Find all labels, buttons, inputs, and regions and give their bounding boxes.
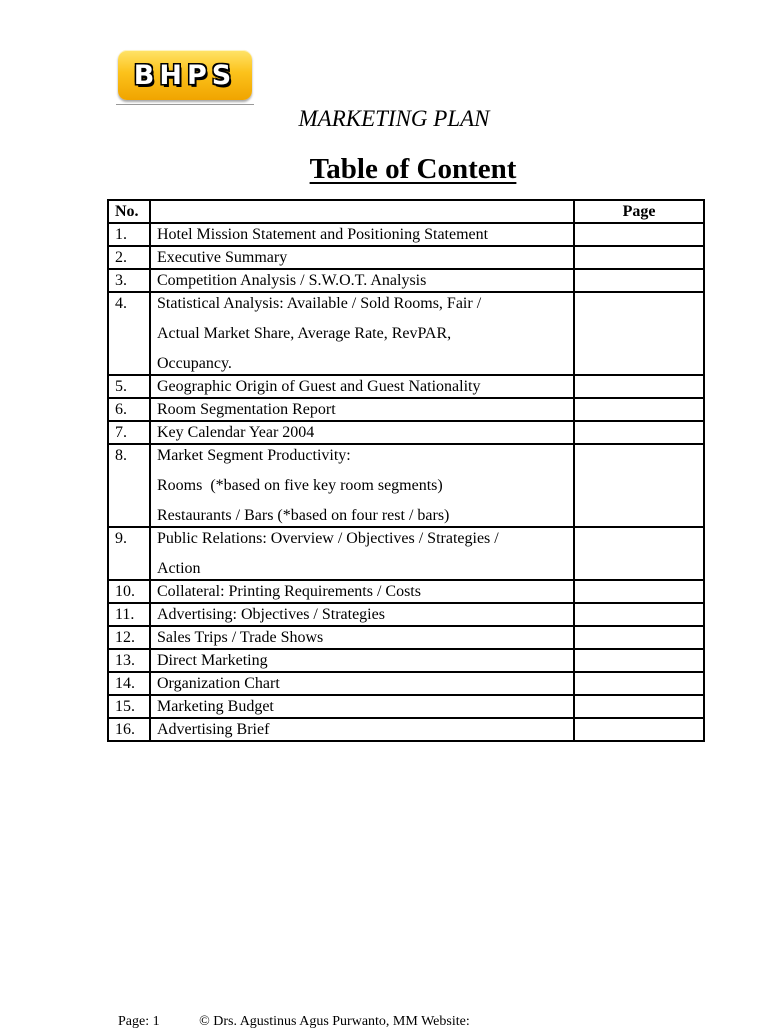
table-row xyxy=(108,269,704,292)
row-number: 3. xyxy=(108,269,150,292)
row-topic: Geographic Origin of Guest and Guest Nationality xyxy=(150,375,574,398)
row-topic xyxy=(150,444,574,527)
row-topic: Sales Trips / Trade Shows xyxy=(150,626,574,649)
document-title: Table of Content xyxy=(309,153,517,185)
row-number: 11. xyxy=(108,603,150,626)
row-number: 7. xyxy=(108,421,150,444)
row-number: 4. xyxy=(108,292,150,375)
row-page xyxy=(574,398,704,421)
row-topic: Executive Summary xyxy=(150,246,574,269)
row-page xyxy=(574,223,704,246)
row-page xyxy=(574,421,704,444)
row-topic-line: Actual Market Share, Average Rate, RevPAR, xyxy=(157,325,452,342)
row-page xyxy=(574,527,704,580)
row-page xyxy=(574,695,704,718)
header-no: No. xyxy=(108,200,150,223)
table-row xyxy=(108,649,704,672)
row-page xyxy=(574,649,704,672)
row-topic: Advertising: Objectives / Strategies xyxy=(150,603,574,626)
row-topic: Organization Chart xyxy=(150,672,574,695)
logo-divider xyxy=(116,104,254,105)
bhps-logo xyxy=(118,50,252,100)
page-footer xyxy=(118,1014,506,1030)
row-topic-line: Restaurants / Bars (*based on four rest / bars) xyxy=(157,507,450,524)
row-topic-line: Statistical Analysis: Available / Sold Rooms, Fair / xyxy=(157,295,482,312)
row-page xyxy=(574,269,704,292)
row-page xyxy=(574,603,704,626)
table-row xyxy=(108,398,704,421)
row-topic-line: Market Segment Productivity: xyxy=(157,447,351,464)
row-number: 10. xyxy=(108,580,150,603)
table-of-contents xyxy=(107,199,705,742)
row-number: 8. xyxy=(108,444,150,527)
row-number: 9. xyxy=(108,527,150,580)
row-number: 14. xyxy=(108,672,150,695)
row-number: 6. xyxy=(108,398,150,421)
row-number: 13. xyxy=(108,649,150,672)
row-topic-line: Action xyxy=(157,560,201,577)
table-row xyxy=(108,223,704,246)
header-topic xyxy=(150,200,574,223)
row-number: 16. xyxy=(108,718,150,741)
row-topic-line: Public Relations: Overview / Objectives / Strategies / xyxy=(157,530,499,547)
table-row xyxy=(108,292,704,375)
row-number: 2. xyxy=(108,246,150,269)
row-page xyxy=(574,246,704,269)
document-subtitle: MARKETING PLAN xyxy=(298,106,490,131)
table-row xyxy=(108,672,704,695)
footer-page-number: Page: 1 xyxy=(118,1014,160,1029)
row-number: 12. xyxy=(108,626,150,649)
table-row xyxy=(108,375,704,398)
footer-credit: © Drs. Agustinus Agus Purwanto, MM Website: xyxy=(199,1014,470,1029)
row-page xyxy=(574,292,704,375)
row-topic: Competition Analysis / S.W.O.T. Analysis xyxy=(150,269,574,292)
row-topic xyxy=(150,292,574,375)
row-page xyxy=(574,626,704,649)
logo-text: BHPS xyxy=(133,59,237,91)
table-row xyxy=(108,626,704,649)
row-page xyxy=(574,718,704,741)
table-row xyxy=(108,421,704,444)
table-row xyxy=(108,718,704,741)
table-header-row xyxy=(108,200,704,223)
row-topic: Hotel Mission Statement and Positioning Statement xyxy=(150,223,574,246)
row-page xyxy=(574,375,704,398)
row-number: 5. xyxy=(108,375,150,398)
row-page xyxy=(574,580,704,603)
table-row xyxy=(108,603,704,626)
header-page: Page xyxy=(574,200,704,223)
row-topic xyxy=(150,527,574,580)
row-topic-line: Occupancy. xyxy=(157,355,232,372)
row-topic-line: Rooms (*based on five key room segments) xyxy=(157,477,443,494)
row-page xyxy=(574,444,704,527)
row-topic: Marketing Budget xyxy=(150,695,574,718)
table-row xyxy=(108,444,704,527)
table-row xyxy=(108,580,704,603)
table-row xyxy=(108,695,704,718)
row-topic: Key Calendar Year 2004 xyxy=(150,421,574,444)
table-row xyxy=(108,246,704,269)
row-topic: Advertising Brief xyxy=(150,718,574,741)
table-row xyxy=(108,527,704,580)
row-page xyxy=(574,672,704,695)
row-number: 15. xyxy=(108,695,150,718)
row-topic: Room Segmentation Report xyxy=(150,398,574,421)
row-topic: Collateral: Printing Requirements / Costs xyxy=(150,580,574,603)
row-number: 1. xyxy=(108,223,150,246)
row-topic: Direct Marketing xyxy=(150,649,574,672)
